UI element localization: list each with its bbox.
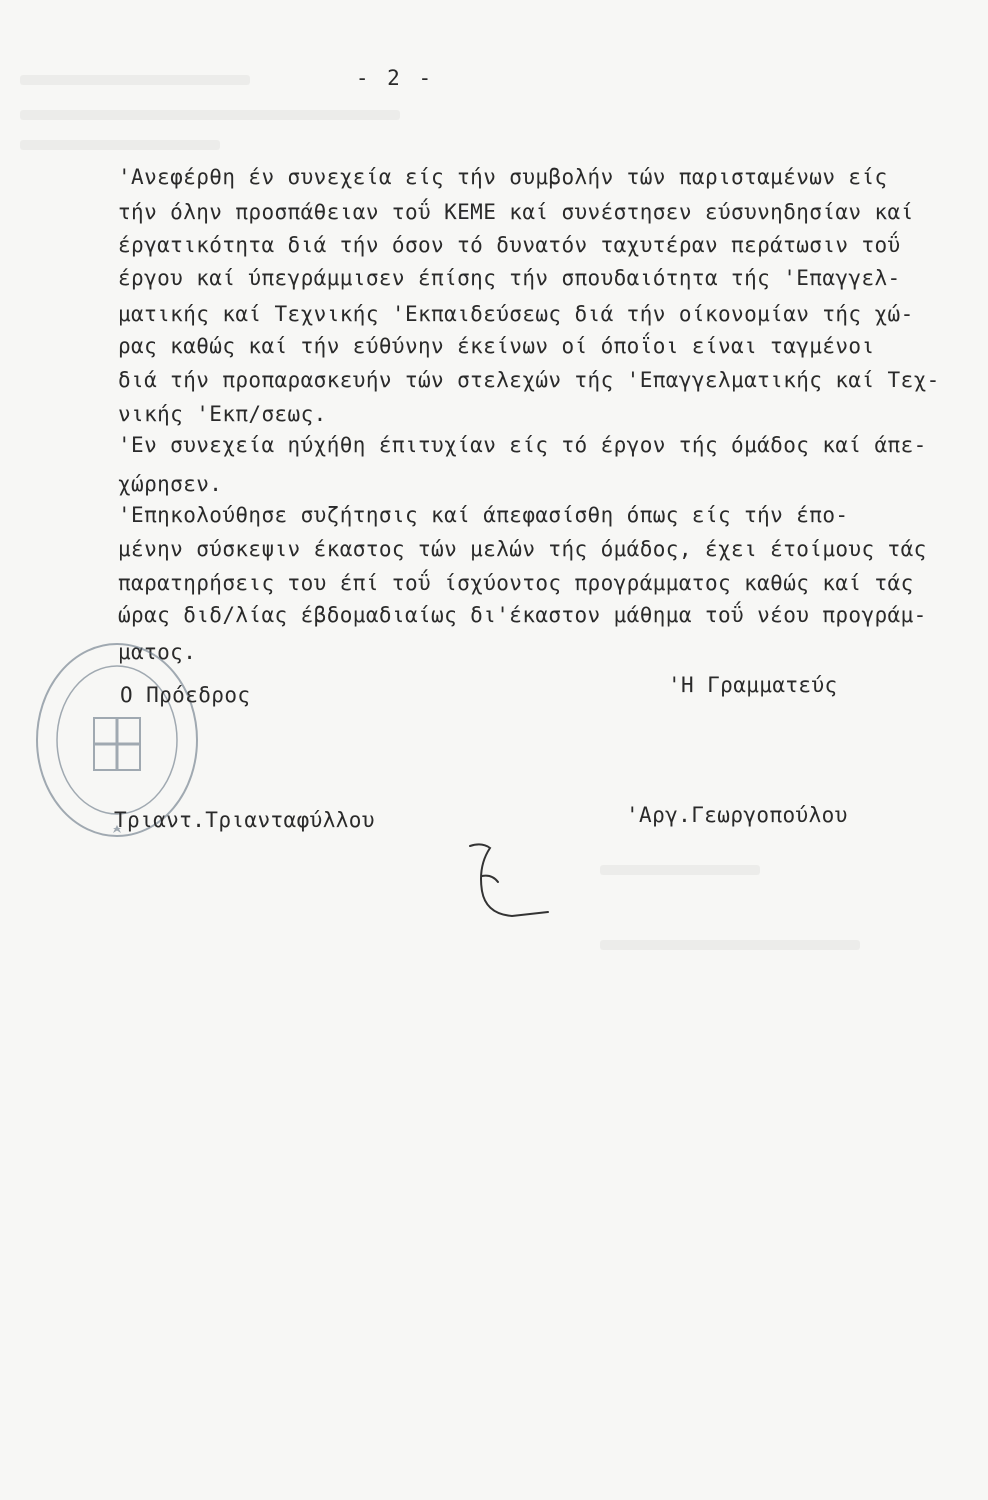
president-name: Τριαντ.Τριανταφύλλου xyxy=(114,808,375,832)
secretary-name: 'Αργ.Γεωργοπούλου xyxy=(626,803,848,827)
bleed-through-mark xyxy=(600,940,860,950)
body-line: 'Επηκολούθησε συζήτησις καί άπεφασίσθη όπως είς τήν έπο- xyxy=(118,503,849,527)
body-line: ρας καθώς καί τήν εύθύνην έκείνων οί όποΐοι είναι ταγμένοι xyxy=(118,334,875,358)
body-line: ώρας διδ/λίας έβδομαδιαίως δι'έκαστον μάθημα τοΰ νέου προγράμ- xyxy=(118,603,927,627)
body-line: 'Ανεφέρθη έν συνεχεία είς τήν συμβολήν τών παρισταμένων είς xyxy=(118,165,888,189)
president-title: Ο Πρόεδρος xyxy=(120,683,251,707)
body-line: χώρησεν. xyxy=(118,472,223,496)
body-line: μένην σύσκεψιν έκαστος τών μελών τής όμάδος, έχει έτοίμους τάς xyxy=(118,537,927,561)
body-line: νικής 'Εκπ/σεως. xyxy=(118,402,327,426)
body-line: 'Εν συνεχεία ηύχήθη έπιτυχίαν είς τό έργον τής όμάδος καί άπε- xyxy=(118,433,927,457)
page-number: - 2 - xyxy=(355,66,435,90)
bleed-through-mark xyxy=(600,865,760,875)
bleed-through-mark xyxy=(20,140,220,150)
secretary-title: 'Η Γραμματεύς xyxy=(668,673,838,697)
bleed-through-mark xyxy=(20,110,400,120)
body-line: τήν όλην προσπάθειαν τοΰ ΚΕΜΕ καί συνέστησεν εύσυνηδησίαν καί xyxy=(118,200,914,224)
body-line: έργου καί ύπεγράμμισεν έπίσης τήν σπουδαιότητα τής 'Επαγγελ- xyxy=(118,266,901,290)
body-line: ματικής καί Τεχνικής 'Εκπαιδεύσεως διά τήν οίκονομίαν τής χώ- xyxy=(118,302,914,326)
body-line: διά τήν προπαρασκευήν τών στελεχών τής 'Επαγγελματικής καί Τεχ- xyxy=(118,368,940,392)
handwritten-signature-icon xyxy=(452,836,552,926)
body-line: έργατικότητα διά τήν όσον τό δυνατόν ταχυτέραν περάτωσιν τοΰ xyxy=(118,233,901,257)
body-line: παρατηρήσεις του έπί τοΰ ίσχύοντος προγράμματος καθώς καί τάς xyxy=(118,571,914,595)
body-line: ματος. xyxy=(118,640,197,664)
